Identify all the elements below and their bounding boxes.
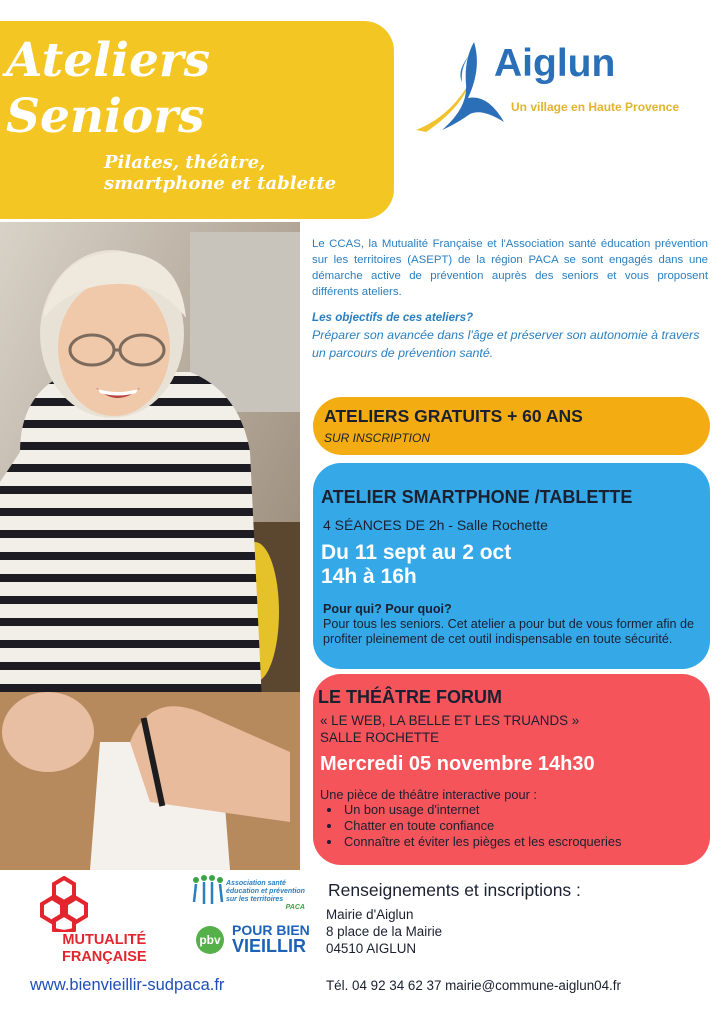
intro-paragraph: Le CCAS, la Mutualité Française et l'Association santé éducation prévention sur les territoires (ASEPT) de la région PACA se sont engagés dans une démarche active de prévention auprès des seniors et vous proposent différents ateliers. [312, 238, 708, 298]
pbv-badge: pbv [196, 926, 224, 954]
smartphone-dates: Du 11 sept au 2 oct [321, 541, 512, 564]
mutualite-name [62, 932, 147, 966]
asept-line: sur les territoires [226, 896, 284, 903]
objectives-answer: Préparer son avancée dans l'âge et préserver son autonomie à travers un parcours de prévention santé. [312, 328, 700, 360]
smartphone-hours: 14h à 16h [321, 565, 417, 588]
subtitle-line1: Pilates, théâtre, [104, 152, 266, 173]
address-line2: 8 place de la Mairie [326, 924, 443, 939]
page-subtitle [104, 152, 336, 194]
list-item: • Chatter en toute confiance [342, 818, 621, 834]
free-workshops-subtitle: SUR INSCRIPTION [324, 431, 431, 445]
free-workshops-title: ATELIERS GRATUITS + 60 ANS [324, 406, 583, 426]
address-line3: 04510 AIGLUN [326, 941, 417, 956]
mutualite-logo-icon [34, 876, 94, 932]
smartphone-description: Pour tous les seniors. Cet atelier a pour but de vous former afin de profiter pleinement de cet outil indispensable en toute sécurité. [323, 617, 695, 646]
website-link[interactable]: www.bienvieillir-sudpaca.fr [30, 976, 225, 994]
address-line1: Mairie d'Aiglun [326, 907, 414, 922]
asept-line: Association santé [226, 880, 286, 887]
smartphone-question: Pour qui? Pour quoi? [323, 602, 452, 616]
theatre-bullet-list [320, 802, 621, 850]
pbv-line2: VIEILLIR [232, 936, 307, 956]
page-title-line1: Ateliers [6, 33, 211, 88]
theatre-date: Mercredi 05 novembre 14h30 [320, 753, 595, 775]
list-item: • Un bon usage d'internet [342, 802, 621, 818]
asept-line: éducation et prévention [226, 888, 305, 895]
senior-woman-photo [0, 222, 300, 870]
smartphone-sessions: 4 SÉANCES DE 2h - Salle Rochette [323, 517, 548, 533]
theatre-intro: Une pièce de théâtre interactive pour : [320, 787, 537, 802]
logo-tagline: Un village en Haute Provence [511, 100, 680, 114]
info-title: Renseignements et inscriptions : [328, 880, 581, 900]
list-item: • Connaître et éviter les pièges et les escroqueries [342, 834, 621, 850]
theatre-room: SALLE ROCHETTE [320, 730, 440, 745]
subtitle-line2: smartphone et tablette [104, 173, 337, 194]
mutualite-line1: MUTUALITÉ [62, 932, 147, 948]
asept-text [226, 880, 305, 912]
asept-line: PACA [285, 904, 305, 911]
theatre-title: LE THÉÂTRE FORUM [318, 687, 502, 707]
page-title-line2: Seniors [6, 89, 205, 144]
asept-people-icon [190, 874, 226, 908]
pbv-line1: POUR BIEN [232, 922, 310, 938]
contact-info[interactable]: Tél. 04 92 34 62 37 mairie@commune-aiglun04.fr [326, 978, 621, 993]
mutualite-line2: FRANÇAISE [62, 949, 147, 965]
logo-wordmark: Aiglun [494, 42, 616, 85]
smartphone-title: ATELIER SMARTPHONE /TABLETTE [321, 487, 633, 507]
theatre-play-name: « LE WEB, LA BELLE ET LES TRUANDS » [320, 713, 580, 728]
objectives-question: Les objectifs de ces ateliers? [312, 311, 474, 324]
